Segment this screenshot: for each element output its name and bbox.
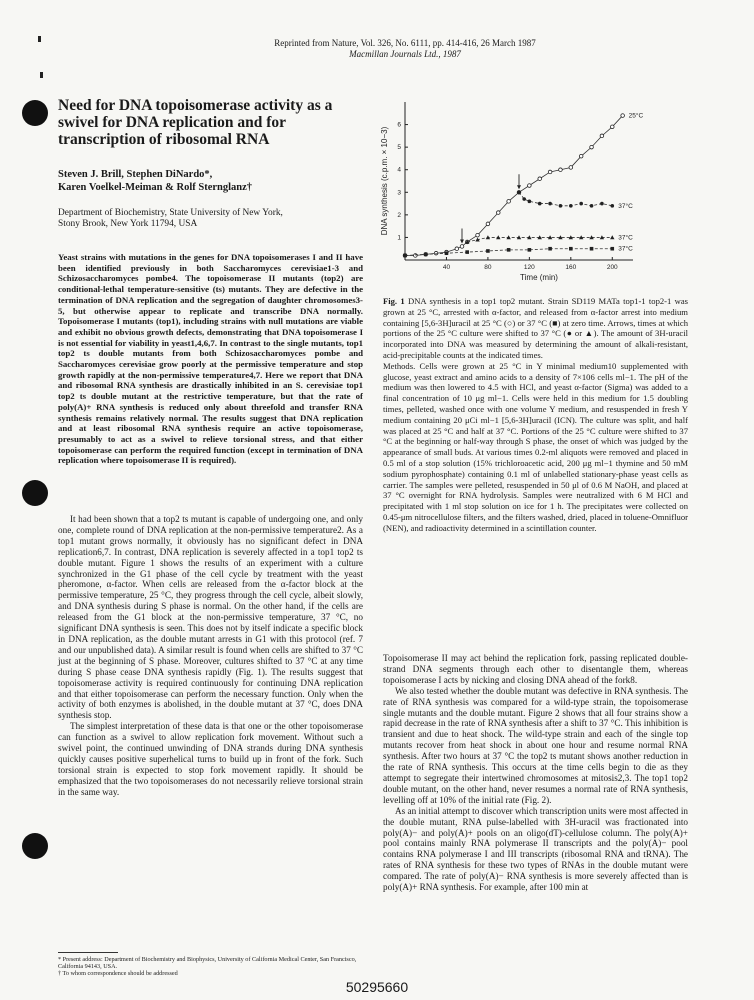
figure-caption xyxy=(383,296,688,534)
caption-main xyxy=(383,296,688,361)
reprint-header xyxy=(240,38,570,60)
data-point xyxy=(610,204,614,208)
data-point xyxy=(590,247,594,251)
x-tick-label: 160 xyxy=(565,264,577,271)
body-paragraph: The simplest interpretation of these data is that one or the other topoisomerase can function as a swivel to allow replication fork movement. Without such a swivel point, the continued unwinding of DNA strands during DNA synthesis quickly causes positive superhelical turns to build up in front of the fork. Such torsional strain is expected to stop fork movement rapidly. It should be emphasized that the two topoisomerases do not necessarily relieve torsional strain in the same way. xyxy=(58,721,363,797)
data-point xyxy=(486,249,490,253)
body-paragraph: It had been shown that a top2 ts mutant is capable of undergoing one, and only one, complete round of DNA replication at the non-permissive temperature2. As a top1 mutant grows normally, it obviously has no significant defect in DNA replication6,7. In contrast, DNA replication is severely affected in a top1 top2 ts double mutant. Figure 1 shows the results of an experiment with a culture synchronized in the G1 phase of the cell cycle by treatment with the yeast pheromone, α-factor. When cells are released from the α-factor block at the permissive temperature, 25 °C, they progress through the cell cycle, albeit slowly, and DNA synthesis during S phase is normal. On the other hand, if the cells are released from the G1 block at the non-permissive temperature, 37 °C, no significant DNA synthesis is seen. This does not by itself indicate a specific block in DNA replication, as the double mutant arrests in G1 with this protocol (ref. 7 and our unpublished data). A similar result is found when cells are shifted to 37 °C just at the beginning of S phase. Moreover, cultures shifted to 37 °C at any time during S phase cease DNA synthesis rapidly (Fig. 1). The results suggest that topoisomerase activity is required continuously for continuing DNA replication and that either topoisomerase can perform the necessary function. Only when the activity of both enzymes is abolished, in the double mutant at 37 °C, does DNA synthesis stop. xyxy=(58,514,363,721)
y-tick-label: 6 xyxy=(397,121,401,129)
data-point xyxy=(621,114,625,118)
data-point xyxy=(522,197,526,201)
data-point xyxy=(590,145,594,149)
data-point xyxy=(486,222,490,226)
shift-arrow-head xyxy=(460,239,464,243)
caption-text: DNA synthesis in a top1 top2 mutant. Strain SD119 MATa top1-1 top2-1 was grown at 25 °C, arrested with α-factor, and released from α-factor arrest into medium containing [5,6-3H]uracil at 25 °C (○) or 37 °C (■) at zero time. Arrows, times at which portions of the 25 °C culture were shifted to 37 °C (● or ▲). The amount of 3H-uracil incorporated into DNA was measured by determining the amount of alkali-resistant, acid-precipitable counts at the indicated times. xyxy=(383,296,688,360)
data-point xyxy=(569,204,573,208)
data-point xyxy=(569,247,573,251)
scan-speck xyxy=(38,36,41,42)
author-line: Karen Voelkel-Meiman & Rolf Sternglanz† xyxy=(58,182,253,193)
series-label: 37°C xyxy=(618,245,633,253)
footnote-rule xyxy=(58,952,118,953)
x-tick-label: 120 xyxy=(523,264,535,271)
data-point xyxy=(528,248,532,252)
data-point xyxy=(559,204,563,208)
scan-speck xyxy=(40,72,43,78)
data-point xyxy=(414,254,418,258)
data-point xyxy=(528,184,532,188)
data-point xyxy=(476,233,480,237)
data-point xyxy=(445,251,449,255)
binder-hole-mark xyxy=(22,100,48,126)
data-point xyxy=(548,170,552,174)
footnotes xyxy=(58,952,363,977)
y-tick-label: 3 xyxy=(397,189,401,197)
y-tick-label: 1 xyxy=(397,234,401,242)
data-point xyxy=(507,200,511,204)
affiliation-line: Stony Brook, New York 11794, USA xyxy=(58,219,198,229)
figure-label: Fig. 1 xyxy=(383,296,405,306)
y-tick-label: 5 xyxy=(397,144,401,152)
article-title: Need for DNA topoisomerase activity as a swivel for DNA replication and for transcription of ribosomal RNA xyxy=(58,97,333,148)
data-point xyxy=(548,247,552,251)
abstract xyxy=(58,252,363,466)
data-point xyxy=(610,247,614,251)
document-id-number: 50295660 xyxy=(345,979,409,995)
reprint-publisher: Macmillan Journals Ltd., 1987 xyxy=(349,49,461,59)
data-point xyxy=(600,134,604,138)
series-line xyxy=(519,192,612,206)
data-point xyxy=(455,247,459,251)
data-point xyxy=(569,166,573,170)
data-point xyxy=(496,211,500,215)
data-point xyxy=(528,200,532,204)
data-point xyxy=(610,125,614,129)
series-label: 25°C xyxy=(628,112,644,120)
data-point xyxy=(538,177,542,181)
body-paragraph: Topoisomerase II may act behind the replication fork, passing replicated double-strand DNA segments through each other to disentangle them, whereas topoisomerase I acts by nicking and closing DNA ahead of the fork8. xyxy=(383,653,688,685)
affiliation-line: Department of Biochemistry, State University of New York, xyxy=(58,208,283,218)
author-list xyxy=(58,168,358,194)
body-column-right xyxy=(383,653,688,893)
caption-methods: Methods. Cells were grown at 25 °C in Y minimal medium10 supplemented with glucose, yeast extract and amino acids to a density of 7×106 cells ml−1. The pH of the medium was then lowered to 4.5 with HCl, and yeast α-factor (Sigma) was added to a final concentration of 10 μg ml−1. Cells were held in this medium for 1.5 doubling times, pelleted, washed once with one volume Y medium, and resuspended in fresh Y medium containing 20 μCi ml−1 [5,6-3H]uracil (ICN). The culture was split, and half was placed at 25 °C and half at 37 °C. Portions of the 25 °C culture were shifted to 37 °C at the beginning or half-way through S phase, the onset of which was judged by the appearance of small buds. At various times 0.2-ml aliquots were removed and placed in 0.5 ml of a stop solution (15% trichloroacetic acid, 200 μg ml−1 thymine and 50 mM sodium pyrophosphate) containing 0.1 ml of unlabelled stationary-phase yeast cells as carrier. The samples were pelleted, resuspended in 50 μl of 0.6 M NaOH, and placed at 37 °C overnight for RNA hydrolysis. Samples were neutralized with 6 M HCl and precipitated with 1 ml stop solution on ice for 1 h. The precipitates were collected on 0.45-μm nitrocellulose filters, and the filters washed, dried, placed in toluene-Omnifluor (NEN), and radioactivity determined in a scintillation counter. xyxy=(383,360,688,533)
author-line: Steven J. Brill, Stephen DiNardo*, xyxy=(58,169,213,180)
body-column-left xyxy=(58,514,363,798)
series-line xyxy=(405,116,623,256)
shift-arrow-head xyxy=(517,185,521,189)
data-point xyxy=(460,245,464,249)
data-point xyxy=(403,254,407,258)
data-point xyxy=(548,202,552,206)
data-point xyxy=(465,250,469,254)
data-point xyxy=(600,202,604,206)
author-affiliation xyxy=(58,208,358,230)
abstract-text: Yeast strains with mutations in the genes for DNA topoisomerases I and II have been identified previously in both Saccharomyces cerevisiae1-3 and Schizosaccharomyces pombe4. The topoisomerase II mutants (top2) are conditional-lethal temperature-sensitive (ts) mutants. They are defective in the termination of DNA replication and the segregation of daughter chromosomes3-5, but otherwise appear to replicate and transcribe DNA normally. Topoisomerase I mutants (top1), including strains with null mutations are viable and exhibit no obvious growth defects, demonstrating that DNA topoisomerase I is not essential for viability in yeast1,4,6,7. In contrast to the single mutants, top1 top2 ts double mutants from both Schizosaccharomyces pombe and Saccharomyces cerevisiae grow poorly at the permissive temperature and stop growth rapidly at the non-permissive temperature4,7. Here we report that DNA and ribosomal RNA synthesis are drastically inhibited in an S. cerevisiae top1 top2 ts double mutant at the restrictive temperature, but that the rate of poly(A)+ RNA synthesis is reduced only about threefold and transfer RNA synthesis remains relatively normal. The results suggest that DNA replication and at least ribosomal RNA synthesis require an active topoisomerase, presumably to act as a swivel to relieve torsional stress, and that either topoisomerase can perform the required function (except in termination of DNA replication where topoisomerase II is required). xyxy=(58,252,363,466)
footnote: † To whom correspondence should be addressed xyxy=(58,970,178,977)
series-label: 37°C xyxy=(618,202,633,210)
series-label: 37°C xyxy=(618,234,633,242)
reprint-citation: Reprinted from Nature, Vol. 326, No. 6111, pp. 414-416, 26 March 1987 xyxy=(274,38,536,48)
data-point xyxy=(424,253,428,257)
x-tick-label: 40 xyxy=(442,264,451,271)
body-paragraph: We also tested whether the double mutant was defective in RNA synthesis. The rate of RNA synthesis was compared for a wild-type strain, the topoisomerase single mutants and the double mutant. Figure 2 shows that all four strains show a rapid decrease in the rate of RNA synthesis after a shift to 37 °C. This inhibition is transient and due to heat shock. The wild-type strain and each of the single top mutants recover from heat shock in about one hour and resume normal RNA synthesis. After two hours at 37 °C the top2 ts mutant shows another reduction in the rate of RNA synthesis. This occurs at the time cells begin to die as they attempt to segregate their intertwined chromosomes at mitosis2,3. The top1 top2 double mutant, on the other hand, never resumes a normal rate of RNA synthesis, levelling off at 10% of the initial rate (Fig. 2). xyxy=(383,685,688,805)
data-point xyxy=(517,190,521,194)
data-point xyxy=(590,204,594,208)
x-tick-label: 80 xyxy=(484,264,492,271)
data-point xyxy=(610,235,614,239)
data-point xyxy=(507,248,511,252)
data-point xyxy=(559,168,563,172)
body-paragraph: As an initial attempt to discover which transcription units were most affected in the double mutant, RNA pulse-labelled with 3H-uracil was fractionated into poly(A)− and poly(A)+ pools on an oligo(dT)-cellulose column. The poly(A)+ pool contains mainly RNA polymerase II transcripts and the poly(A)− pool contains RNA polymerase I and III transcripts (ribosomal RNA and tRNA). The rates of RNA synthesis for these two types of RNAs in the double mutant were compared. The rate of poly(A)− RNA synthesis is more severely affected than is poly(A)+ RNA synthesis. For example, after 100 min at xyxy=(383,805,688,893)
y-tick-label: 4 xyxy=(397,166,401,174)
figure-1-chart xyxy=(375,92,675,290)
data-point xyxy=(538,202,542,206)
footnote: * Present address: Department of Biochemistry and Biophysics, University of California Medical Center, San Francisco, California 94143, USA. xyxy=(58,956,357,970)
binder-hole-mark xyxy=(22,480,48,506)
data-point xyxy=(434,251,438,255)
x-tick-label: 200 xyxy=(606,264,618,271)
binder-hole-mark xyxy=(22,833,48,859)
data-point xyxy=(579,154,583,158)
y-axis-label: DNA synthesis (c.p.m. × 10−3) xyxy=(380,126,389,236)
x-axis-label: Time (min) xyxy=(520,273,558,282)
data-point xyxy=(579,202,583,206)
y-tick-label: 2 xyxy=(397,211,401,219)
